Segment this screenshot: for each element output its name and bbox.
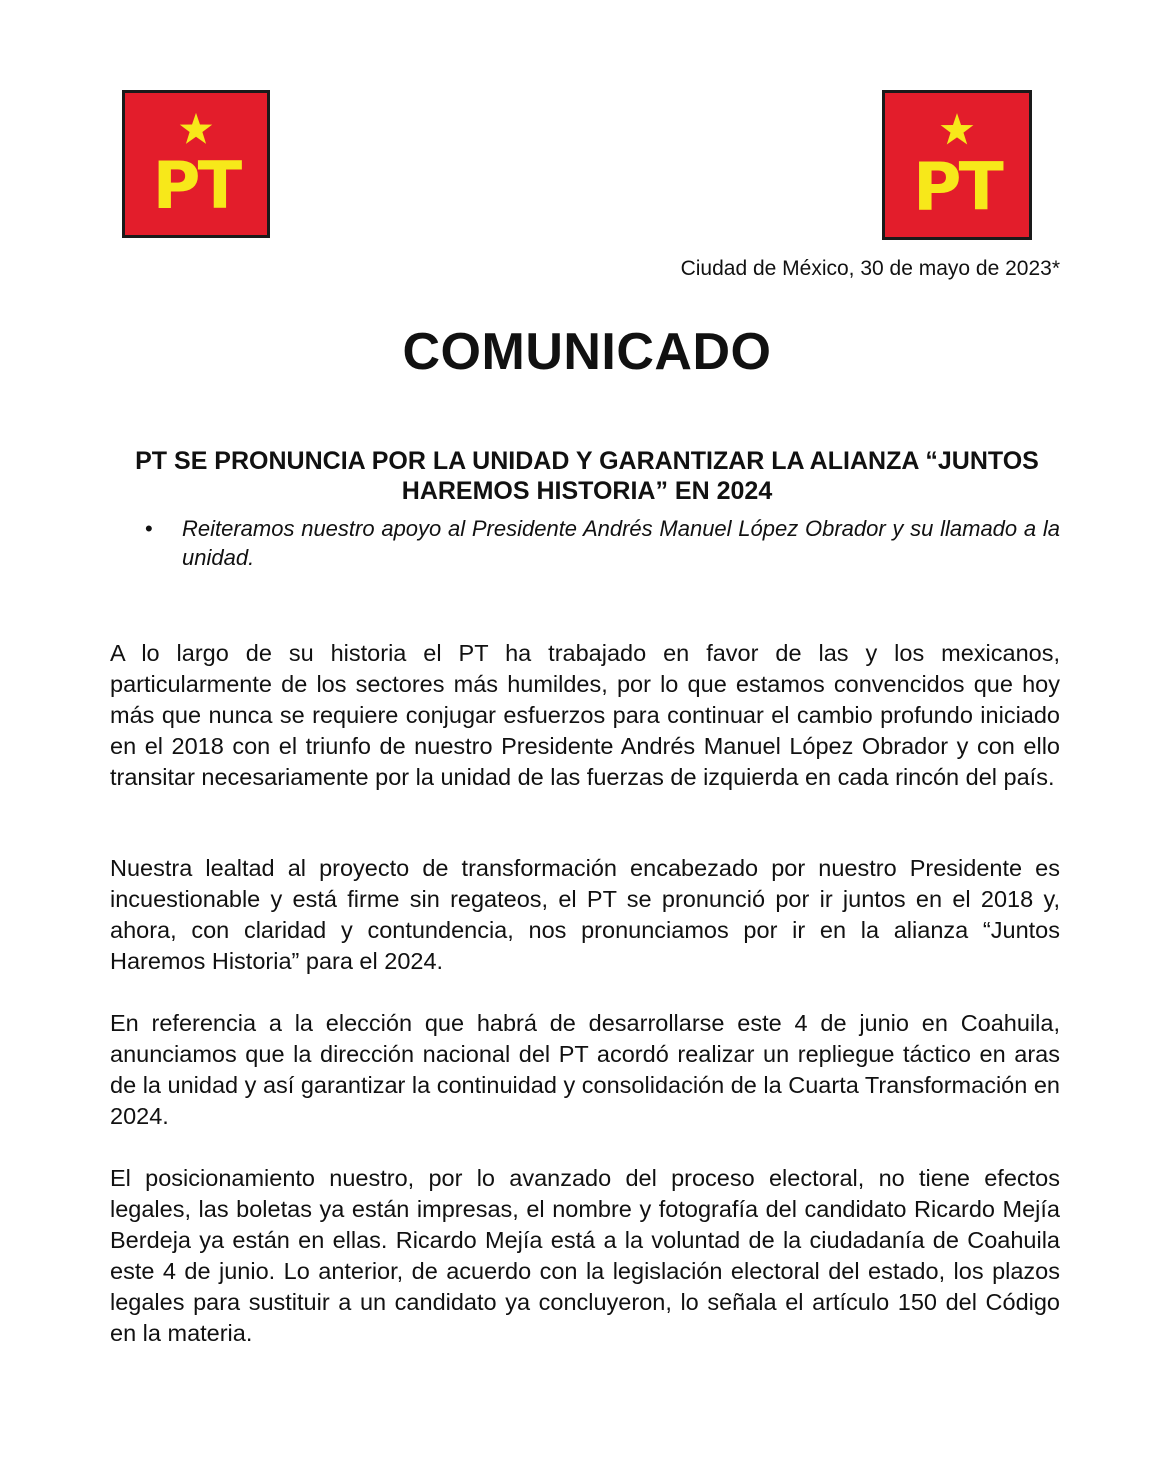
highlight-bullet bbox=[145, 514, 1060, 572]
press-headline: PT SE PRONUNCIA POR LA UNIDAD Y GARANTIZAR LA ALIANZA “JUNTOS HAREMOS HISTORIA” EN 2024 bbox=[135, 447, 1039, 505]
bullet-text: Reiteramos nuestro apoyo al Presidente Andrés Manuel López Obrador y su llamado a la unidad. bbox=[182, 516, 1060, 570]
document-title: COMUNICADO bbox=[402, 323, 772, 381]
body-paragraph-2: Nuestra lealtad al proyecto de transformación encabezado por nuestro Presidente es incuestionable y está firme sin regateos, el PT se pronunció por ir juntos en el 2018 y, ahora, con claridad y contundencia, nos pronunciamos por ir en la alianza “Juntos Haremos Historia” para el 2024. bbox=[110, 855, 1060, 974]
pt-logo-right bbox=[882, 90, 1032, 240]
pt-logo-right-graphic bbox=[885, 93, 1029, 237]
date-line: Ciudad de México, 30 de mayo de 2023* bbox=[680, 257, 1060, 280]
body-paragraph-1: A lo largo de su historia el PT ha trabajado en favor de las y los mexicanos, particularmente de los sectores más humildes, por lo que estamos convencidos que hoy más que nunca se requiere conjugar esfuerzos para continuar el cambio profundo iniciado en el 2018 con el triunfo de nuestro Presidente Andrés Manuel López Obrador y con ello transitar necesariamente por la unidad de las fuerzas de izquierda en cada rincón del país. bbox=[110, 640, 1060, 790]
pt-logo-left-graphic bbox=[125, 93, 267, 235]
logo-letters: PT bbox=[152, 148, 240, 225]
pt-logo-left bbox=[122, 90, 270, 238]
logo-letters: PT bbox=[913, 148, 1001, 226]
bullet-icon: • bbox=[145, 516, 153, 541]
body-paragraph-4: El posicionamiento nuestro, por lo avanzado del proceso electoral, no tiene efectos legales, las boletas ya están impresas, el nombre y fotografía del candidato Ricardo Mejía Berdeja ya están en ellas. Ricardo Mejía está a la voluntad de la ciudadanía de Coahuila este 4 de junio. Lo anterior, de acuerdo con la legislación electoral del estado, los plazos legales para sustituir a un candidato ya concluyeron, lo señala el artículo 150 del Código en la materia. bbox=[110, 1165, 1060, 1346]
body-paragraph-3: En referencia a la elección que habrá de desarrollarse este 4 de junio en Coahuila, anunciamos que la dirección nacional del PT acordó realizar un repliegue táctico en aras de la unidad y así garantizar la continuidad y consolidación de la Cuarta Transformación en 2024. bbox=[110, 1010, 1060, 1129]
